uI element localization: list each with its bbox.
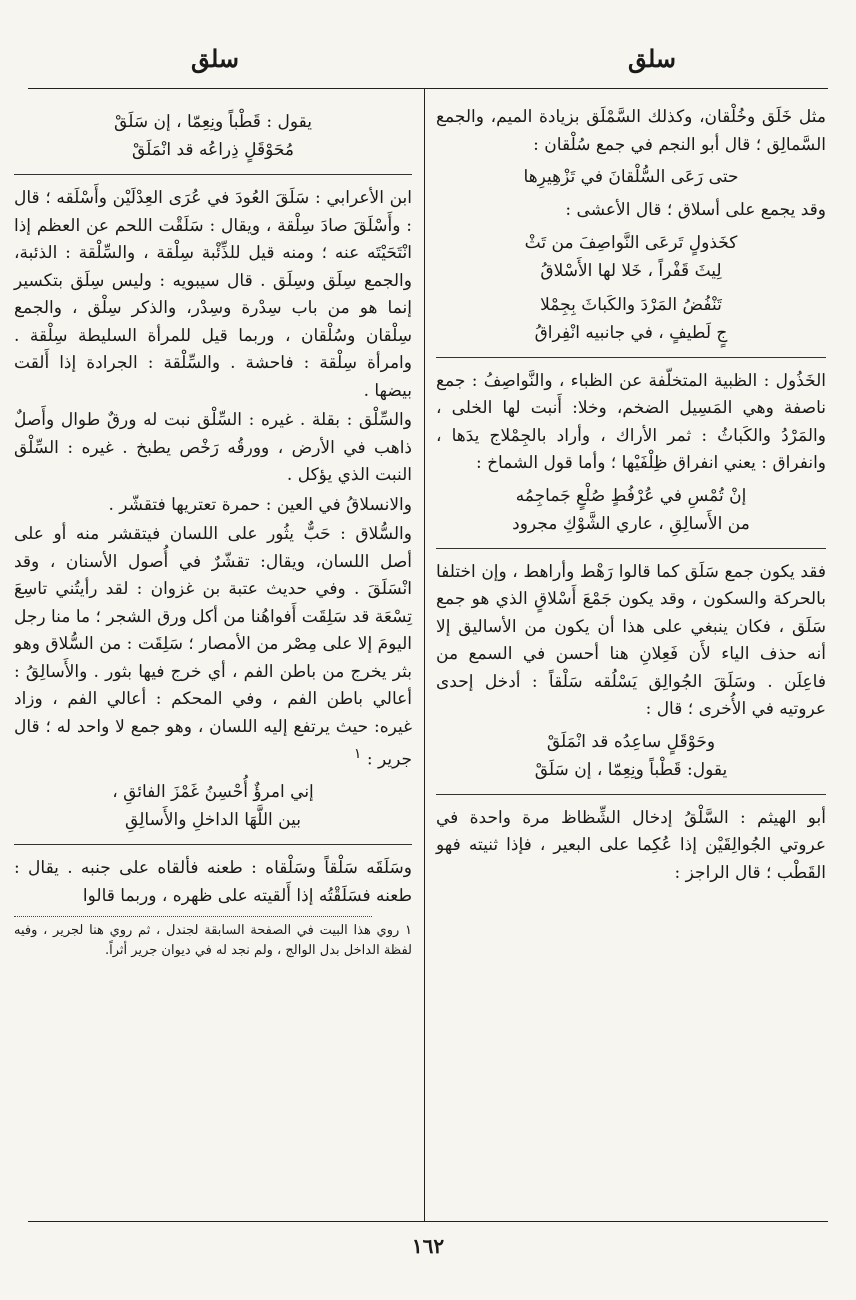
- footnote-marker: ١: [353, 746, 362, 762]
- section-separator: [14, 844, 412, 845]
- verse-line: حتى رَعَى السُّلْقانَ في تَزْهِيرِها: [523, 167, 739, 187]
- paragraph: مثل خَلَق وخُلْقان، وكذلك السَّمْلَق بزيادة الميم، والجمع السَّمالِق ؛ قال أبو النجم في جمع سُلْقان :: [436, 107, 826, 155]
- verse-line: كخَذولٍ تَرعَى النَّواصِفَ من تَثْ: [524, 232, 738, 253]
- verse: [436, 229, 826, 285]
- right-column: [436, 104, 826, 889]
- paragraph: ابن الأعرابي : سَلَقَ العُودَ في عُرَى العِدْلَيْن وأَسْلَقه ؛ قال : وأَسْلَقَ صادَ سِلْقة ، ويقال : سَلَقْت اللحم عن العظم إذا انْتَحَيْتَه عنه ؛ ومنه قيل للذِّئْبة سِلْقة ، والسِّلْقة : الذئبة، والجمع سِلَق وسِلَق . قال سيبويه : وليس سِلَق بتكسير إنما هو من باب سِدْرة وسِدْر، والذكر سِلْق ، والجمع سِلْقان وسُلْقان ، وربما قيل للمرأة السليطة سِلْقة . وامرأة سِلْقة : فاحشة . والسِّلْقة : الجرادة إذا أَلقت بيضها .: [14, 188, 413, 401]
- section-separator: [436, 548, 826, 549]
- page-number: ١٦٢: [411, 1234, 445, 1258]
- paragraph: فقد يكون جمع سَلَق كما قالوا رَهْط وأراهط ، وإن اختلفا بالحركة والسكون ، وقد يكون جَمْعَ أَسْلاقٍ الذي هو جمع سَلَق ، فكان ينبغي على هذا أن يكون من الأساليق إلا أنه حذف الياء لأَن فَعِلانِ هنا أحسن في السمع من فاعِلَن . وسَلَقَ الجُوالِق يَسْلُقه سَلْقاً : أدخل إحدى عروتيه في الأُخرى ؛ قال :: [436, 561, 826, 719]
- top-rule: [28, 88, 828, 89]
- section-separator: [436, 357, 826, 358]
- verse-line: إني امرؤٌ أُحْسِنُ غَمْزَ الفائقِ ،: [112, 782, 314, 803]
- verse-line: من الأَسالِقِ ، عاري الشَّوْكِ مجرود: [512, 513, 750, 534]
- bottom-rule: [28, 1221, 828, 1222]
- verse: [436, 291, 826, 347]
- verse-line: مُحَوْقَلٍ ذِراعُه قد انْمَلَقْ: [132, 140, 294, 160]
- verse: [436, 482, 826, 538]
- verse: [14, 778, 412, 834]
- paragraph: والانسلاقُ في العين : حمرة تعتريها فتقشّر .: [108, 494, 412, 515]
- paragraph: الخَذُول : الظبية المتخلّفة عن الظباء ، والنَّواصِفُ : جمع ناصفة وهي المَسِيل الضخم، وخلا: أَنبت لها الخلى ، والمَرْدُ والكَباثُ : ثمر الأراك ، وأراد بالجِمْلاج يدَها ، وانفراق : يعني انفراق ظِلْفَيْها ؛ وأما قول الشماخ :: [436, 370, 826, 473]
- verse-line: لِيثَ قَفْراً ، خَلا لها الأَسْلاقُ: [540, 260, 722, 281]
- verse-line: وحَوْقَلٍ ساعِدُه قد انْمَلَقْ: [546, 731, 716, 752]
- verse: [14, 108, 412, 164]
- paragraph: وقد يجمع على أسلاق ؛ قال الأعشى :: [565, 200, 826, 220]
- verse-line: جٍ لَطيفٍ ، في جانبيه انْفِراقُ: [534, 322, 728, 343]
- footnote: ١ روي هذا البيت في الصفحة السابقة لجندل ، ثم روي هنا لجرير ، وفيه لفظة الداخل بدل الوالج ، ولم نجد له في ديوان جرير أثراً.: [14, 923, 412, 959]
- section-separator: [14, 174, 412, 175]
- verse: [436, 163, 826, 191]
- left-column: [14, 104, 412, 961]
- verse-line: بين اللَّهَا الداخلِ والأَسالِقِ: [125, 810, 301, 831]
- header-right-word: سلق: [627, 44, 677, 73]
- verse-line: إنْ تُمْسِ في عُرْفُطٍ صُلْعٍ جَماجِمُه: [515, 485, 747, 506]
- section-separator: [436, 794, 826, 795]
- header-left-word: سلق: [190, 44, 240, 73]
- verse: [436, 728, 826, 784]
- paragraph: والسِّلْق : بقلة . غيره : السِّلْق نبت له ورقٌ طوال وأَصلٌ ذاهب في الأرض ، وورقُه رَخْص يطبخ . غيره : السِّلْق النبت الذي يؤكل .: [14, 410, 412, 485]
- verse-line: تَنْفُضُ المَرْدَ والكَباثَ بِجِمْلا: [540, 294, 722, 315]
- paragraph-text: والسُّلاق : حَبٌّ يثُور على اللسان فيتقشر منه أو على أصل اللسان، ويقال: تقشّرٌ في أُصول الأسنان ، وقد انْسَلَقَ . وفي حديث عتبة بن غزوان : لقد رأيتُني تاسِعَ تِسْعَة قد سَلِقَت أَفواهُنا من أكل ورق الشجر ؛ ما منا رجل اليومَ إلا على مِصْر من الأمصار ؛ سَلِقَت : من السُّلاق وهو بثر يخرج من باطن الفم ، أي خرج فيها بثور . والأَسالِقُ : أعالي باطن الفم ، وفي المحكم : أعالي الفم ، وزاد غيره: حيث يرتفع إليه اللسان ، وهو جمع لا واحد له ؛ قال جرير :: [14, 524, 412, 770]
- paragraph: وسَلَقَه سَلْقاً وسَلْقاه : طعنه فألقاه على جنبه . يقال : طعنه فسَلَقْتُه إذا أَلقيته على ظهره ، وربما قالوا: [14, 858, 412, 906]
- verse-line: يقول: قَطْباً ونِعِمّا ، إن سَلَقْ: [534, 759, 728, 780]
- paragraph: أبو الهيثم : السَّلْقُ إدخال الشِّظاظ مرة واحدة في عروتي الجُوالِقَيْن إذا عُكِما على البعير ، فإذا ثنيته فهو القَطْب ؛ قال الراجز :: [436, 807, 826, 883]
- column-divider: [424, 88, 425, 1221]
- paragraph: [14, 521, 412, 774]
- footnote-separator: [14, 916, 372, 917]
- verse-line: يقول : قَطْباً ونِعِمّا ، إن سَلَقْ: [114, 112, 312, 132]
